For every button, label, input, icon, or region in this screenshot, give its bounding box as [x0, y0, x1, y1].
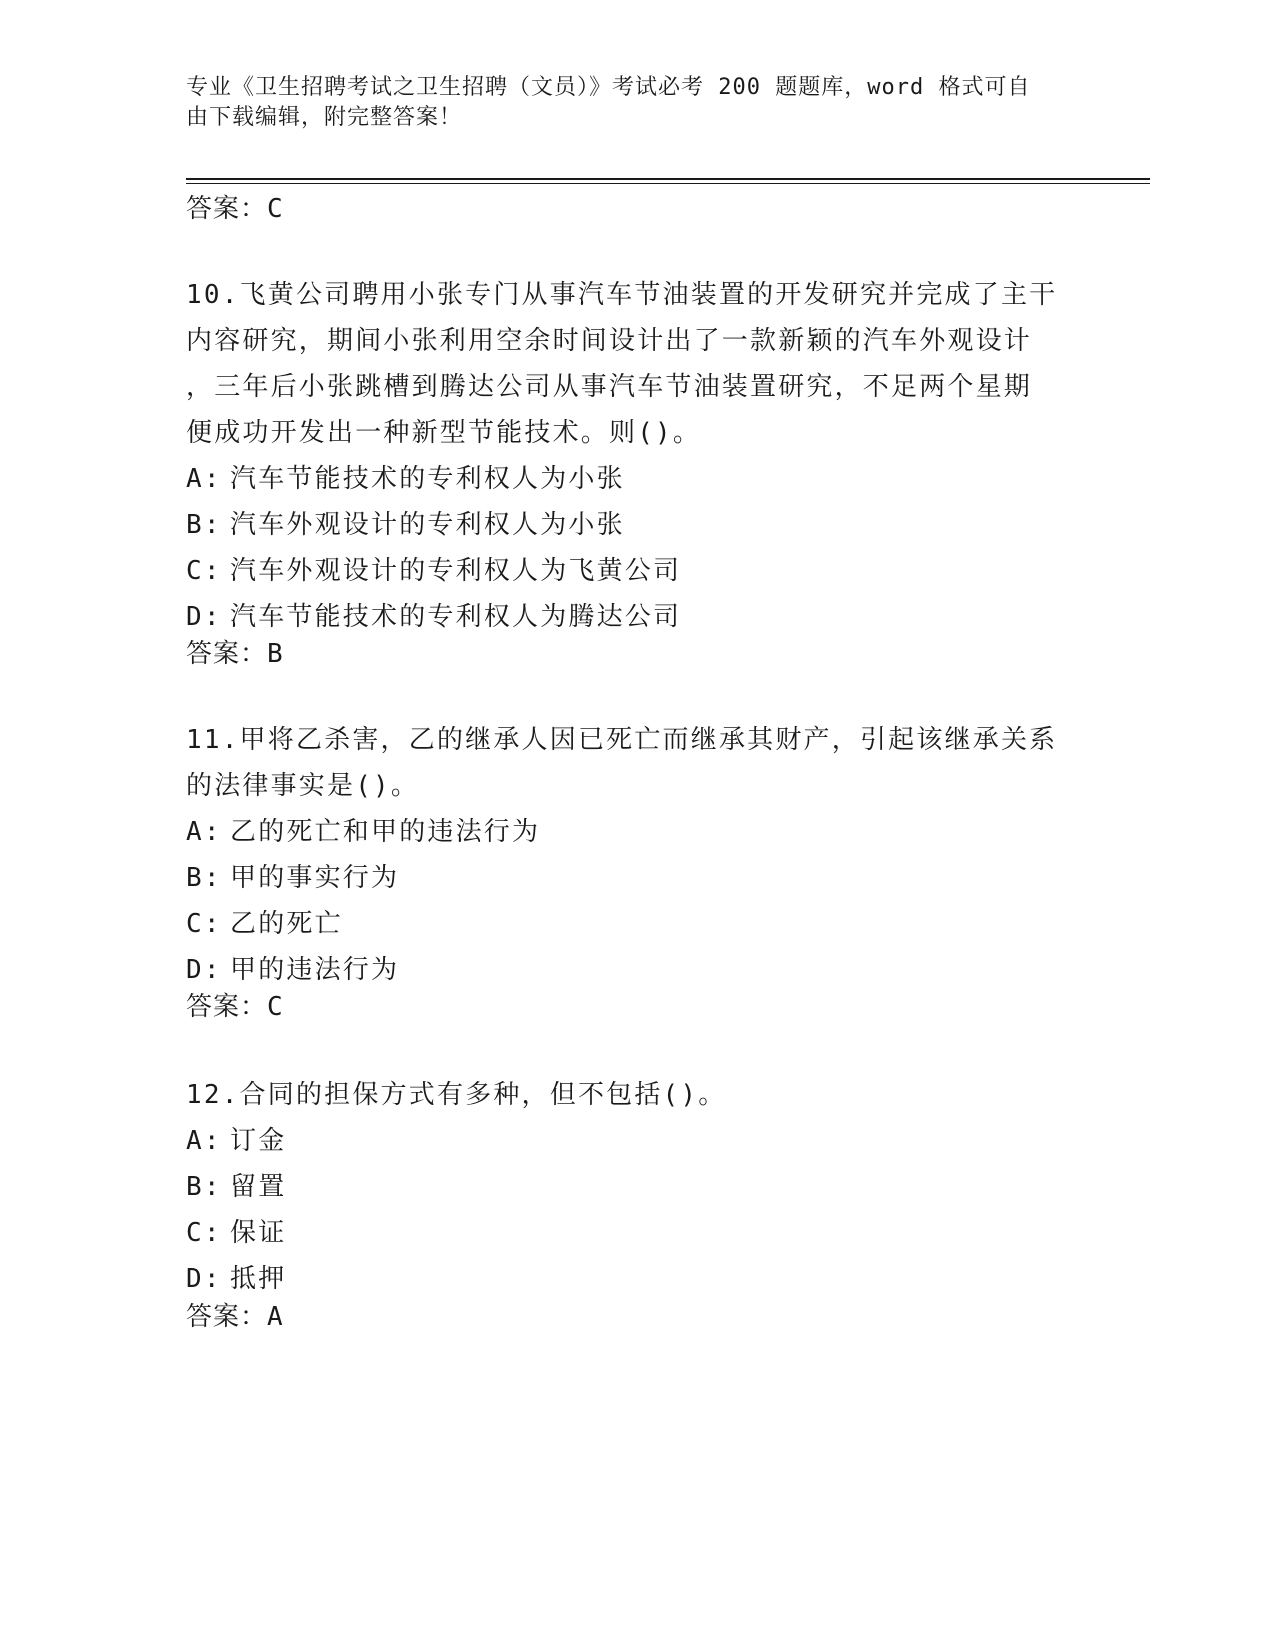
option-key: A:	[186, 464, 222, 494]
question-stem-line: 的法律事实是()。	[186, 771, 420, 801]
answer-line-q11	[186, 990, 284, 1024]
option-text: 汽车节能技术的专利权人为腾达公司	[230, 602, 682, 632]
option-key: C:	[186, 909, 222, 939]
option-key: D:	[186, 602, 222, 632]
option-c	[186, 548, 1086, 594]
header-line-1: 专业《卫生招聘考试之卫生招聘（文员）》考试必考 200 题题库，word 格式可自	[186, 75, 1031, 100]
option-text: 甲的事实行为	[230, 863, 400, 893]
option-key: B:	[186, 1172, 222, 1202]
question-12	[186, 1072, 1086, 1302]
option-key: B:	[186, 863, 222, 893]
option-text: 留置	[230, 1172, 287, 1202]
answer-label: 答案：	[186, 992, 268, 1022]
option-text: 汽车外观设计的专利权人为飞黄公司	[230, 556, 682, 586]
question-stem-line: 内容研究，期间小张利用空余时间设计出了一款新颖的汽车外观设计	[186, 326, 1033, 356]
option-a	[186, 809, 1086, 855]
option-text: 订金	[230, 1126, 287, 1156]
answer-label: 答案：	[186, 1302, 268, 1332]
option-key: B:	[186, 510, 222, 540]
option-key: A:	[186, 817, 222, 847]
header-line-2: 由下载编辑，附完整答案！	[186, 105, 463, 130]
question-stem-line: 便成功开发出一种新型节能技术。则()。	[186, 418, 702, 448]
answer-value: B	[267, 639, 284, 669]
answer-value: C	[267, 194, 284, 224]
option-key: C:	[186, 1218, 222, 1248]
option-b	[186, 1164, 1086, 1210]
option-c	[186, 1210, 1086, 1256]
question-10	[186, 272, 1086, 640]
option-key: A:	[186, 1126, 222, 1156]
option-key: D:	[186, 955, 222, 985]
option-text: 甲的违法行为	[230, 955, 400, 985]
header-rule-thin	[186, 183, 1150, 184]
header-rule-thick	[186, 178, 1150, 180]
option-d	[186, 594, 1086, 640]
option-text: 乙的死亡	[230, 909, 343, 939]
question-stem-line: ，三年后小张跳槽到腾达公司从事汽车节油装置研究，不足两个星期	[186, 372, 1033, 402]
option-b	[186, 502, 1086, 548]
option-c	[186, 901, 1086, 947]
option-a	[186, 456, 1086, 502]
option-text: 乙的死亡和甲的违法行为	[230, 817, 541, 847]
option-b	[186, 855, 1086, 901]
option-text: 抵押	[230, 1264, 287, 1294]
question-stem-line: 10.飞黄公司聘用小张专门从事汽车节油装置的开发研究并完成了主干	[186, 280, 1058, 310]
option-key: D:	[186, 1264, 222, 1294]
answer-line-q12	[186, 1300, 284, 1334]
option-d	[186, 1256, 1086, 1302]
option-a	[186, 1118, 1086, 1164]
question-11	[186, 717, 1086, 993]
answer-label: 答案：	[186, 639, 268, 669]
option-d	[186, 947, 1086, 993]
answer-value: A	[267, 1302, 284, 1332]
option-text: 汽车外观设计的专利权人为小张	[230, 510, 625, 540]
question-stem-line: 12.合同的担保方式有多种，但不包括()。	[186, 1080, 727, 1110]
answer-line-prev	[186, 192, 284, 226]
document-header	[186, 73, 1066, 133]
question-stem-line: 11.甲将乙杀害，乙的继承人因已死亡而继承其财产，引起该继承关系	[186, 725, 1058, 755]
option-key: C:	[186, 556, 222, 586]
option-text: 汽车节能技术的专利权人为小张	[230, 464, 625, 494]
answer-label: 答案：	[186, 194, 268, 224]
option-text: 保证	[230, 1218, 287, 1248]
answer-value: C	[267, 992, 284, 1022]
answer-line-q10	[186, 637, 284, 671]
